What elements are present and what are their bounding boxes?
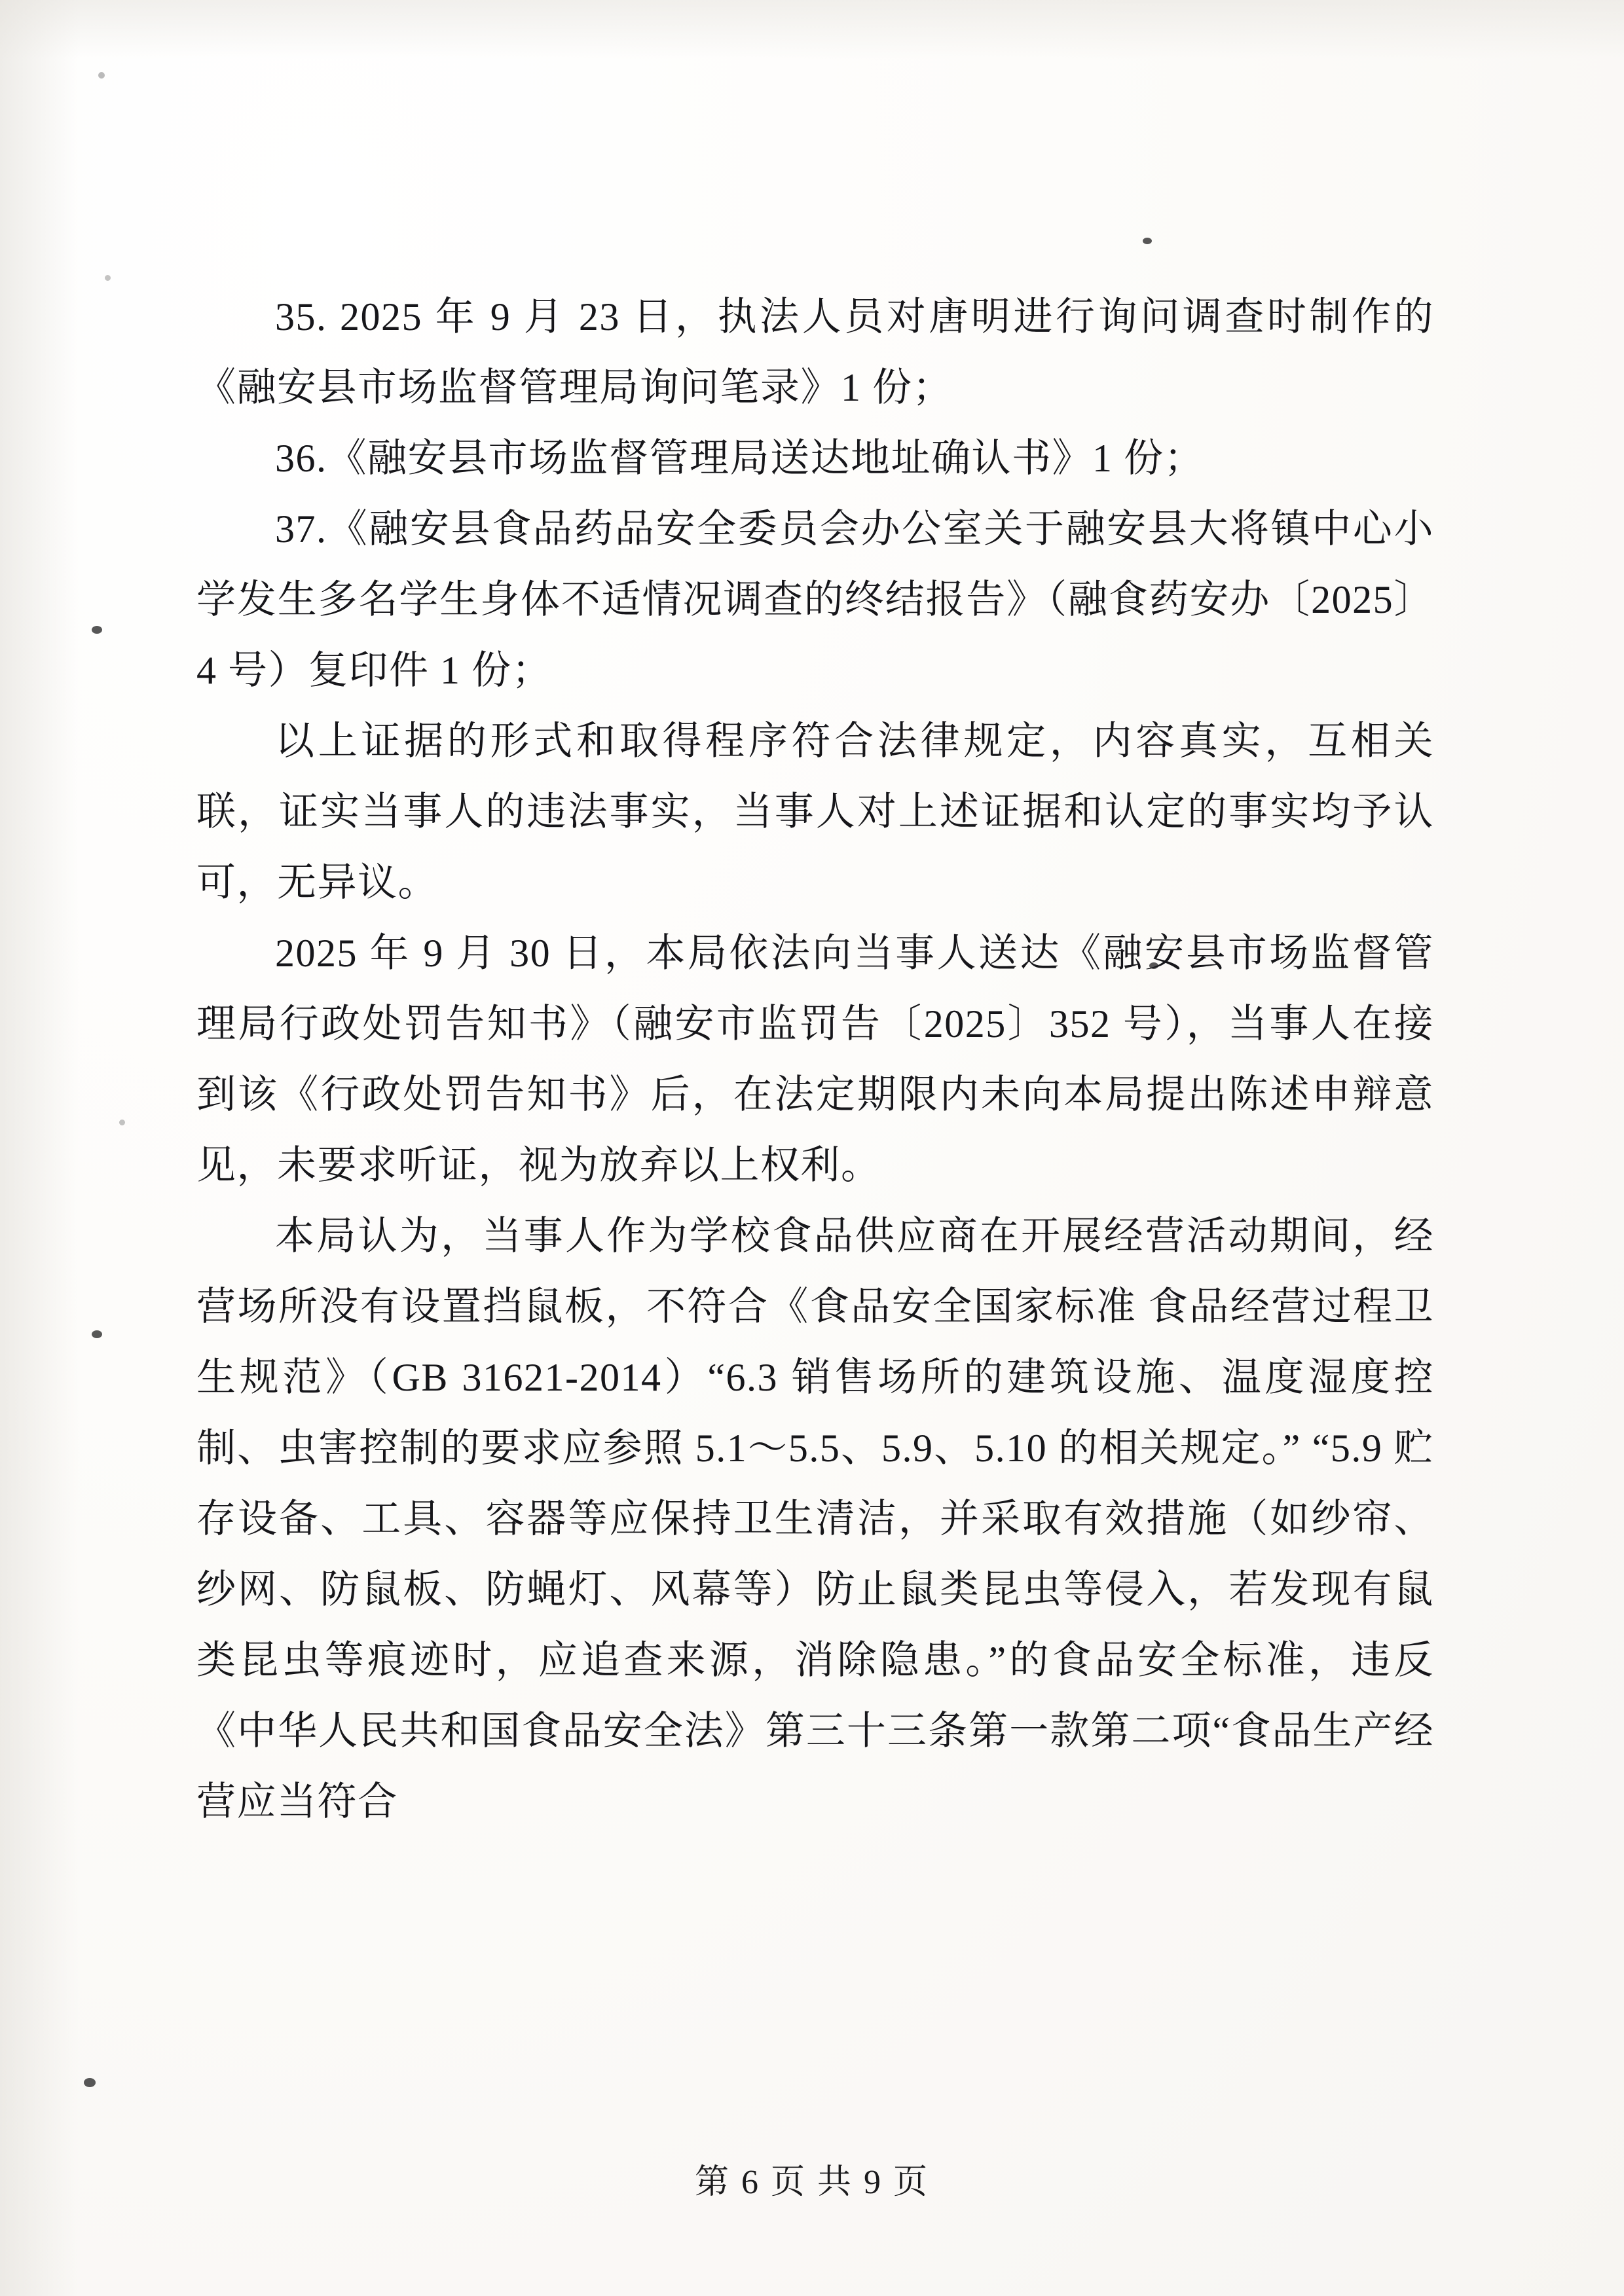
page-footer: 第 6 页 共 9 页 [694,2164,929,2201]
scan-mark [1143,238,1152,244]
document-body [196,282,1434,1837]
scan-mark [92,1330,102,1338]
paragraph-evidence-conclusion: 以上证据的形式和取得程序符合法律规定，内容真实，互相关联，证实当事人的违法事实，当事人对上述证据和认定的事实均予认可，无异议。 [196,720,1434,904]
paragraph-evidence-36: 36.《融安县市场监督管理局送达地址确认书》1 份； [275,437,1204,480]
scan-speck [98,72,105,79]
scan-mark [84,2078,96,2087]
paragraph-bureau-opinion: 本局认为，当事人作为学校食品供应商在开展经营活动期间，经营场所没有设置挡鼠板，不符合《食品安全国家标准 食品经营过程卫生规范》（GB 31621-2014）“6.3 销售场所的建筑设施、温度湿度控制、虫害控制的要求应参照 5.1〜5.5、5.9、5.10 的相关规定。” “5.9 贮存设备、工具、容器等应保持卫生清洁，并采取有效措施（如纱帘、纱网、防鼠板、防蝇灯、风幕等）防止鼠类昆虫等侵入，若发现有鼠类昆虫等痕迹时，应追查来源，消除隐患。”的食品安全标准，违反《中华人民共和国食品安全法》第三十三条第一款第二项“食品生产经营应当符合 [196,1214,1434,1823]
scan-mark [92,626,102,634]
paragraph-notice-service: 2025 年 9 月 30 日，本局依法向当事人送达《融安县市场监督管理局行政处罚告知书》（融安市监罚告〔2025〕352 号），当事人在接到该《行政处罚告知书》后，在法定期限内未向本局提出陈述申辩意见，未要求听证，视为放弃以上权利。 [196,932,1434,1187]
scan-speck [105,275,111,281]
scan-speck [119,1120,125,1125]
paragraph-evidence-37: 37.《融安县食品药品安全委员会办公室关于融安县大将镇中心小学发生多名学生身体不适情况调查的终结报告》（融食药安办〔2025〕4 号）复印件 1 份； [196,507,1434,692]
paragraph-evidence-35: 35. 2025 年 9 月 23 日，执法人员对唐明进行询问调查时制作的《融安县市场监督管理局询问笔录》1 份； [196,295,1434,409]
